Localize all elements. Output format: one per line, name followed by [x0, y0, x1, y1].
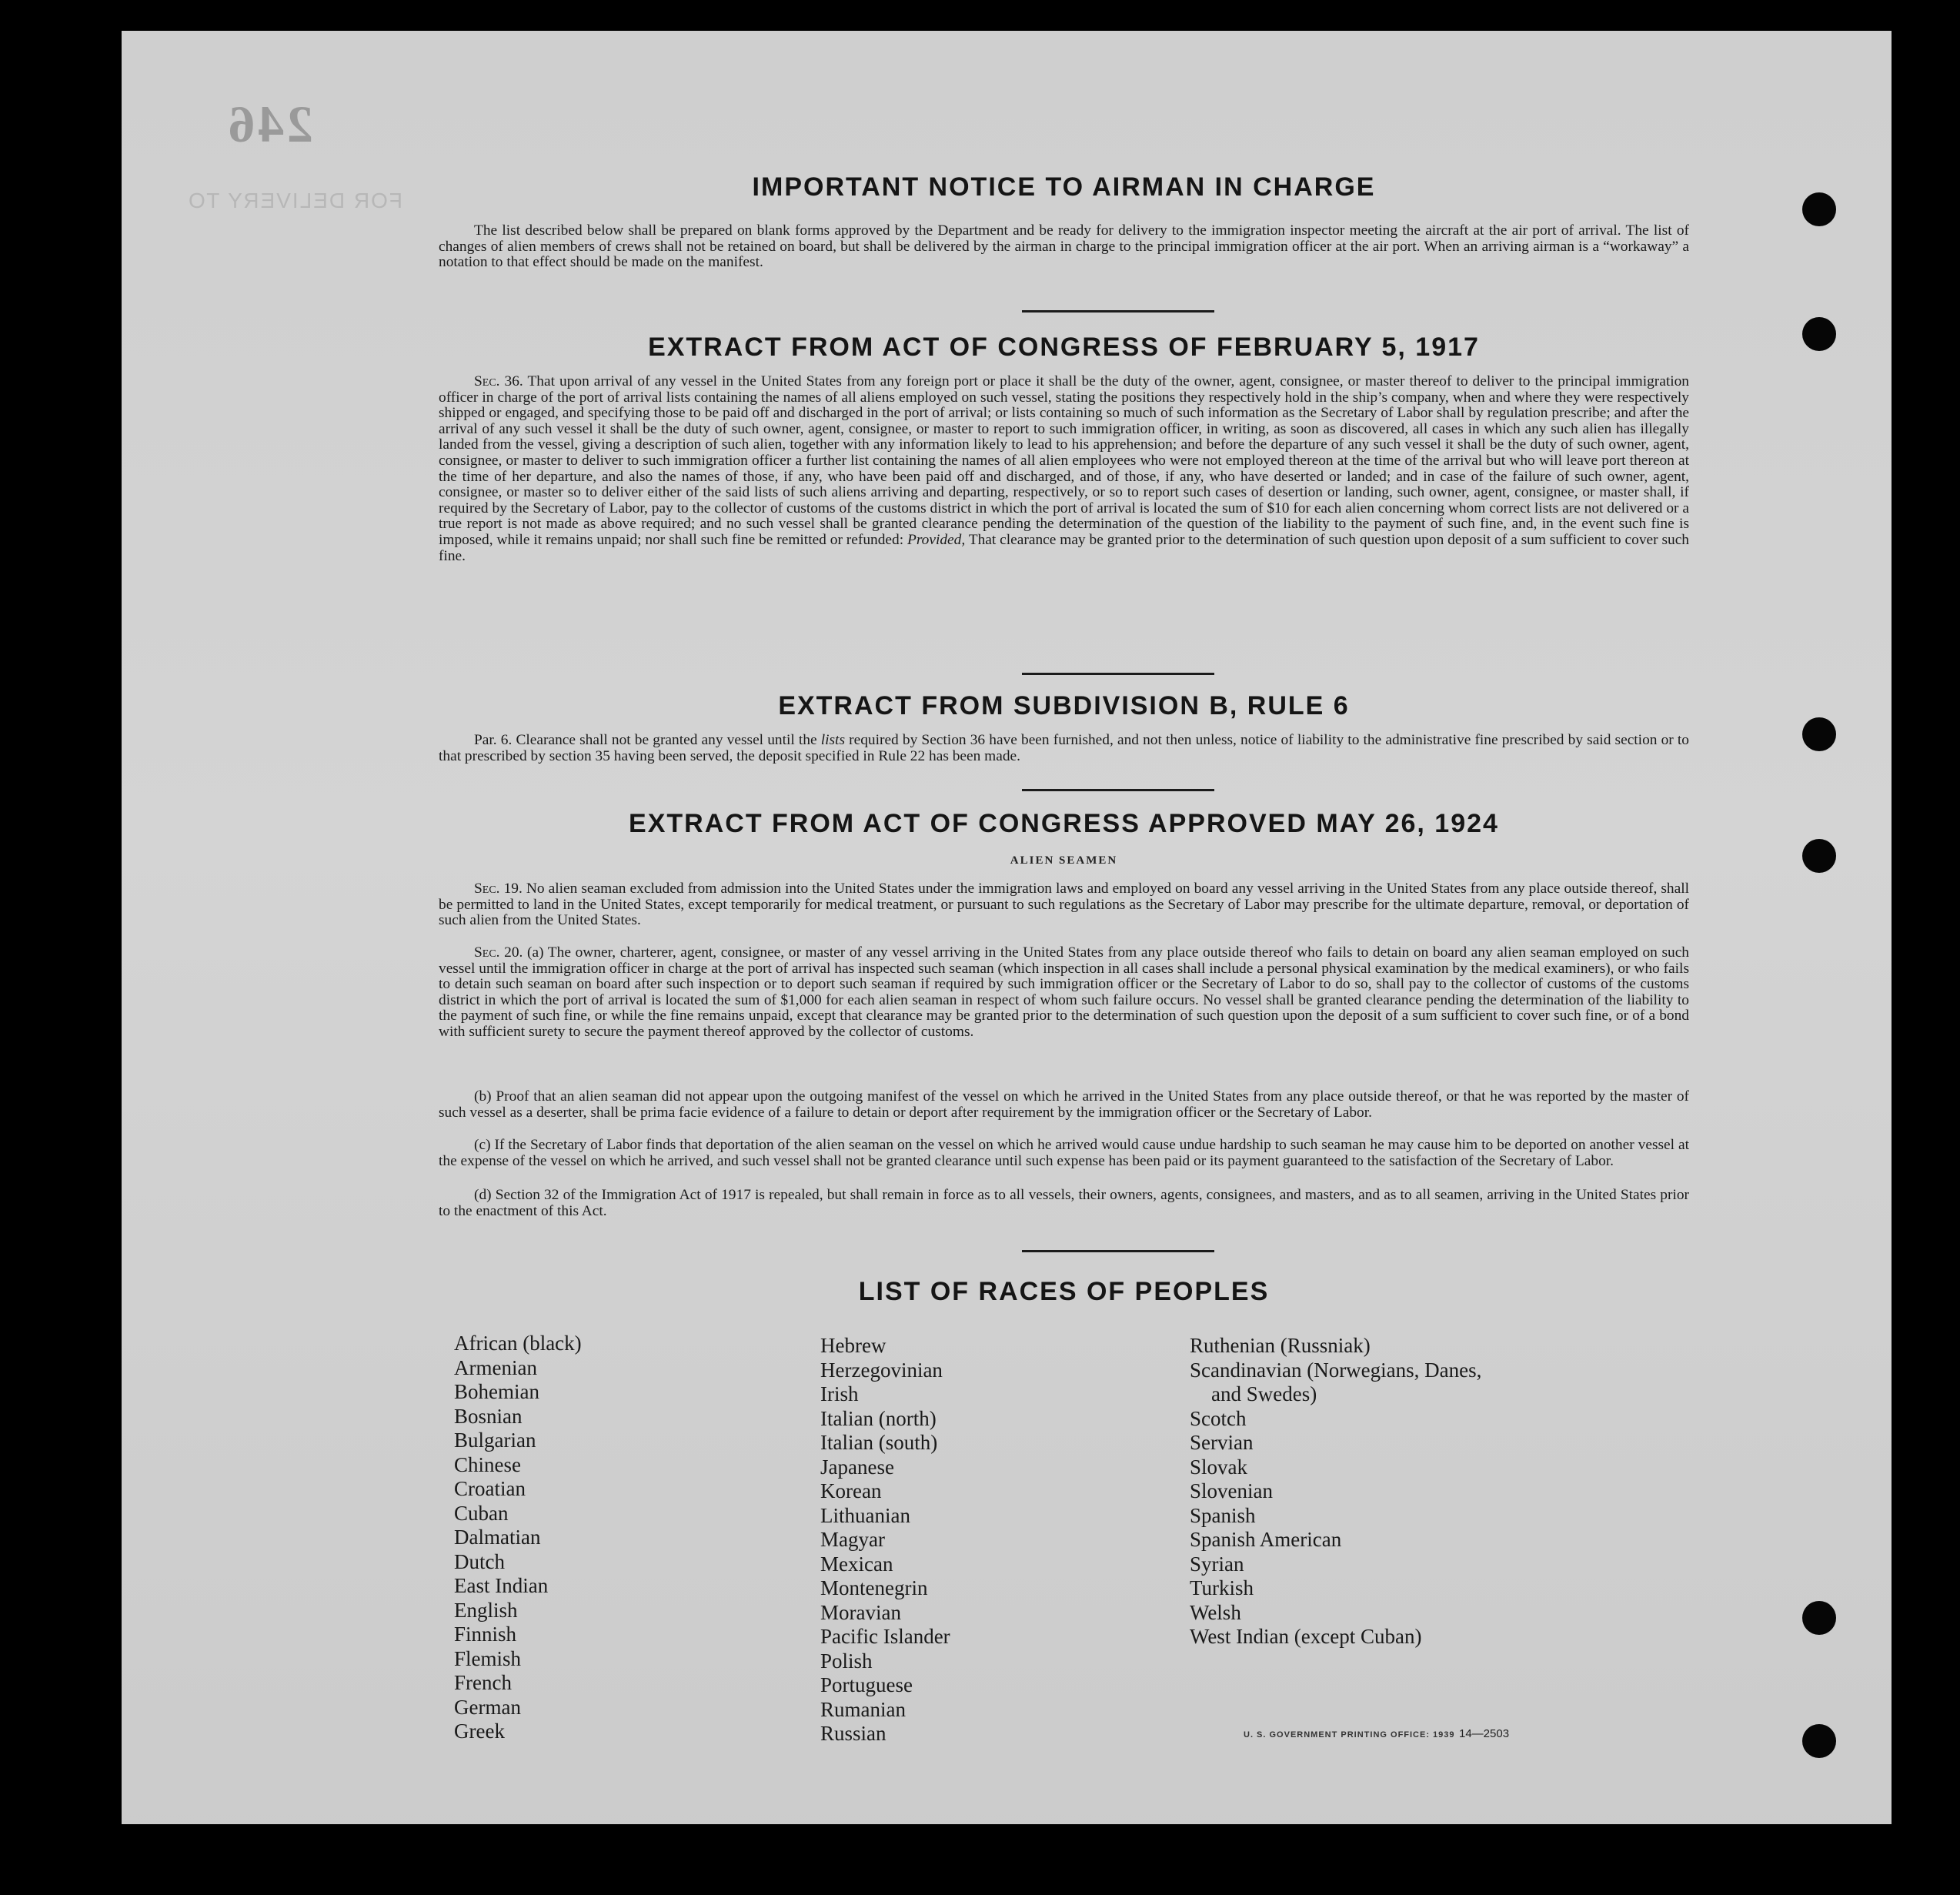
notice-title: IMPORTANT NOTICE TO AIRMAN IN CHARGE — [752, 172, 1376, 202]
race-list-item: Slovak — [1190, 1455, 1248, 1479]
race-list-item: Servian — [1190, 1431, 1254, 1454]
race-list-item: Welsh — [1190, 1600, 1241, 1624]
section-divider — [1022, 1250, 1214, 1252]
act-1917-text: That upon arrival of any vessel in the United States from any foreign port or place it shall be the duty of the owner, agent, consignee, or master thereof to deliver to the principal immigration officer in charge of the port of arrival lists containing the names of all aliens employed on such vessel, stating the positions they respectively hold in the ship’s company, when and where they were respectively shipped or engaged, and specifying those to be paid off and discharged in the port of arrival; or lists containing so much of such information as the Secretary of Labor shall by regulation prescribe; and after the arrival of any such vessel it shall be the duty of such owner, agent, consignee, or master to report to such immigration officer, in writing, as soon as discovered, all cases in which any such alien has illegally landed from the vessel, giving a description of such alien, together with any information likely to lead to his apprehension; and before the departure of any such vessel it shall be the duty of such owner, agent, consignee, or master to deliver to such immigration officer a further list containing the names of all alien employees who were not employed thereon at the time of the arrival but who will leave port thereon at the time of her departure, and also the names of those, if any, who have been paid off and discharged, and of those, if any, who have deserted or landed; and in case of the failure of such owner, agent, consignee, or master so to deliver either of the said lists of such aliens arriving and departing, respectively, or so to report such cases of desertion or landing, such owner, agent, consignee, or master shall, if required by the Secretary of Labor, pay to the collector of customs of the customs district in which the port of arrival is located the sum of $10 for each alien concerning whom correct lists are not delivered or a true report is not made as above required; and no such vessel shall be granted clearance pending the determination of the question of the liability to the payment of such fine, and, in the event such fine is imposed, while it remains unpaid; nor shall such fine be remitted or refunded: — [439, 373, 1690, 548]
race-list-item: Montenegrin — [820, 1576, 928, 1599]
rule6-text-end: required by Section 36 have been furnished, and not then unless, notice of liability to the administrative fine prescribed by said section or to that prescribed by section 35 having been served, the deposit specified in Rule 22 has been made. — [439, 732, 1689, 764]
section-divider — [1022, 673, 1214, 675]
race-list-item: Italian (north) — [820, 1406, 937, 1430]
printer-imprint: U. S. GOVERNMENT PRINTING OFFICE: 1939 — [1244, 1730, 1455, 1740]
race-list-item: Dalmatian — [454, 1526, 541, 1549]
race-list-item: Cuban — [454, 1501, 509, 1525]
section-divider — [1022, 310, 1214, 312]
races-column-3 — [1190, 1334, 1481, 1649]
race-list-item: French — [454, 1671, 512, 1694]
race-list-item: Turkish — [1190, 1576, 1254, 1599]
rule6-text: Clearance shall not be granted any vessel until the — [516, 732, 821, 748]
act-1917-body — [439, 374, 1689, 564]
races-column-2 — [820, 1334, 950, 1746]
rule6-title: EXTRACT FROM SUBDIVISION B, RULE 6 — [778, 691, 1350, 720]
race-list-item: English — [454, 1598, 518, 1622]
sec20b-body: (b) Proof that an alien seaman did not appear upon the outgoing manifest of the vessel on which he arrived in the United States from any place outside thereof, or that he was reported by the master of such vessel as a deserter, shall be prima facie evidence of a failure to detain or deport after requirement by the immigration officer or the Secretary of Labor. — [439, 1088, 1689, 1121]
race-list-item: and Swedes) — [1211, 1382, 1317, 1405]
race-list-item: Flemish — [454, 1646, 522, 1670]
notice-body: The list described below shall be prepared on blank forms approved by the Department and be ready for delivery to the immigration inspector meeting the aircraft at the air port of arrival. The list of changes of alien members of crews shall not be retained on board, but shall be delivered by the airman in charge to the principal immigration officer at the air port. When an arriving airman is a “workaway” a notation to that effect should be made on the manifest. — [439, 222, 1689, 271]
race-list-item: Chinese — [454, 1452, 521, 1476]
race-list-item: Greek — [454, 1720, 505, 1743]
sec20a-text: (a) The owner, charterer, agent, consignee, or master of any vessel arriving in the United States from any place outside thereof who fails to detain on board any alien seaman employed on such vessel until the immigration officer in charge at the port of arrival has inspected such seaman (which inspection in all cases shall include a personal physical examination by the medical examiners), or who fails to detain such seaman on board after such inspection or to deport such seaman if required by such immigration officer or the Secretary of Labor to do so, shall pay to the collector of customs of the customs district in which the port of arrival is located the sum of $1,000 for each alien seaman in respect of whom such failure occurs. No vessel shall be granted clearance pending the determination of the liability to the payment of such fine, or while the fine remains unpaid, except that clearance may be granted prior to the determination of such question upon the deposit of a sum sufficient to cover such fine, or of a bond with sufficient surety to secure the payment thereof approved by the collector of customs. — [439, 944, 1689, 1040]
race-list-item: Rumanian — [820, 1697, 906, 1721]
sec20d-body: (d) Section 32 of the Immigration Act of 1917 is repealed, but shall remain in force as to all vessels, their owners, agents, consignees, and masters, and as to all seamen, arriving in the United States prior to the enactment of this Act. — [439, 1187, 1689, 1219]
race-list-item: Korean — [820, 1479, 882, 1502]
punch-hole — [1802, 192, 1836, 226]
race-list-item: Scotch — [1190, 1406, 1247, 1430]
race-list-item: Croatian — [454, 1477, 526, 1500]
race-list-item: Armenian — [454, 1355, 537, 1379]
race-list-item: Magyar — [820, 1528, 885, 1551]
race-list-item: German — [454, 1695, 521, 1719]
punch-hole — [1802, 1601, 1836, 1635]
race-list-item: Scandinavian (Norwegians, Danes, — [1190, 1358, 1482, 1382]
race-list-item: African (black) — [454, 1332, 582, 1355]
form-number: 14—2503 — [1459, 1727, 1510, 1740]
races-column-1 — [454, 1332, 582, 1744]
document-page — [122, 31, 1892, 1824]
sec19-body — [439, 881, 1689, 929]
race-list-item: Hebrew — [820, 1334, 887, 1357]
race-list-item: Herzegovinian — [820, 1358, 943, 1382]
bleed-through-text: FOR DELIVERY TO — [187, 189, 403, 212]
rule6-body — [439, 733, 1689, 764]
race-list-item: Bosnian — [454, 1404, 523, 1428]
race-list-item: East Indian — [454, 1574, 549, 1597]
race-list-item: Ruthenian (Russniak) — [1190, 1334, 1371, 1357]
race-list-item: Russian — [820, 1722, 887, 1745]
paragraph-label: Par. 6. — [474, 732, 513, 748]
race-list-item: Lithuanian — [820, 1503, 910, 1527]
punch-hole — [1802, 839, 1836, 873]
sec20a-body — [439, 945, 1689, 1041]
section-label: Sec. 20. — [474, 944, 523, 961]
section-label: Sec. 19. — [474, 881, 523, 897]
race-list-item: West Indian (except Cuban) — [1190, 1625, 1422, 1648]
race-list-item: Italian (south) — [820, 1431, 938, 1454]
race-list-item: Pacific Islander — [820, 1625, 950, 1648]
race-list-item: Bohemian — [454, 1380, 539, 1403]
sec19-text: No alien seaman excluded from admission into the United States under the immigration laws and employed on board any vessel arriving in the United States from any place outside thereof, shall be permitted to land in the United States, except temporarily for medical treatment, or pursuant to such regulations as the Secretary of Labor may prescribe for the ultimate departure, removal, or deportation of such alien from the United States. — [439, 881, 1689, 929]
race-list-item: Mexican — [820, 1552, 893, 1576]
race-list-item: Portuguese — [820, 1673, 913, 1696]
lists-italic: lists — [820, 732, 845, 748]
race-list-item: Slovenian — [1190, 1479, 1273, 1502]
act-1917-title: EXTRACT FROM ACT OF CONGRESS OF FEBRUARY 5, 1917 — [648, 333, 1480, 362]
sec20c-body: (c) If the Secretary of Labor finds that deportation of the alien seaman on the vessel on which he arrived would cause undue hardship to such seaman he may cause him to be deported on another vessel at the expense of the vessel on which he arrived, and such vessel shall not be granted clearance until such expense has been paid or its payment guaranteed to the satisfaction of the Secretary of Labor. — [439, 1137, 1689, 1169]
punch-hole — [1802, 717, 1836, 751]
race-list-item: Bulgarian — [454, 1429, 536, 1452]
section-label: Sec. 36. — [474, 373, 523, 389]
punch-hole — [1802, 317, 1836, 351]
race-list-item: Spanish American — [1190, 1528, 1342, 1551]
provided-italic: Provided, — [907, 531, 966, 548]
punch-hole — [1802, 1724, 1836, 1758]
act-1924-subtitle: ALIEN SEAMEN — [1010, 854, 1118, 867]
race-list-item: Polish — [820, 1649, 873, 1673]
race-list-item: Japanese — [820, 1455, 894, 1479]
race-list-item: Irish — [820, 1382, 859, 1405]
race-list-item: Syrian — [1190, 1552, 1244, 1576]
race-list-item: Moravian — [820, 1600, 901, 1624]
races-title: LIST OF RACES OF PEOPLES — [858, 1277, 1270, 1306]
section-divider — [1022, 789, 1214, 791]
act-1917-text-end: That clearance may be granted prior to the determination of such question upon deposit of a sum sufficient to cover such fine. — [439, 531, 1690, 564]
race-list-item: Dutch — [454, 1549, 505, 1573]
page-number-bleed: 246 — [225, 95, 313, 153]
race-list-item: Spanish — [1190, 1503, 1256, 1527]
race-list-item: Finnish — [454, 1623, 517, 1646]
act-1924-title: EXTRACT FROM ACT OF CONGRESS APPROVED MAY 26, 1924 — [629, 809, 1499, 838]
